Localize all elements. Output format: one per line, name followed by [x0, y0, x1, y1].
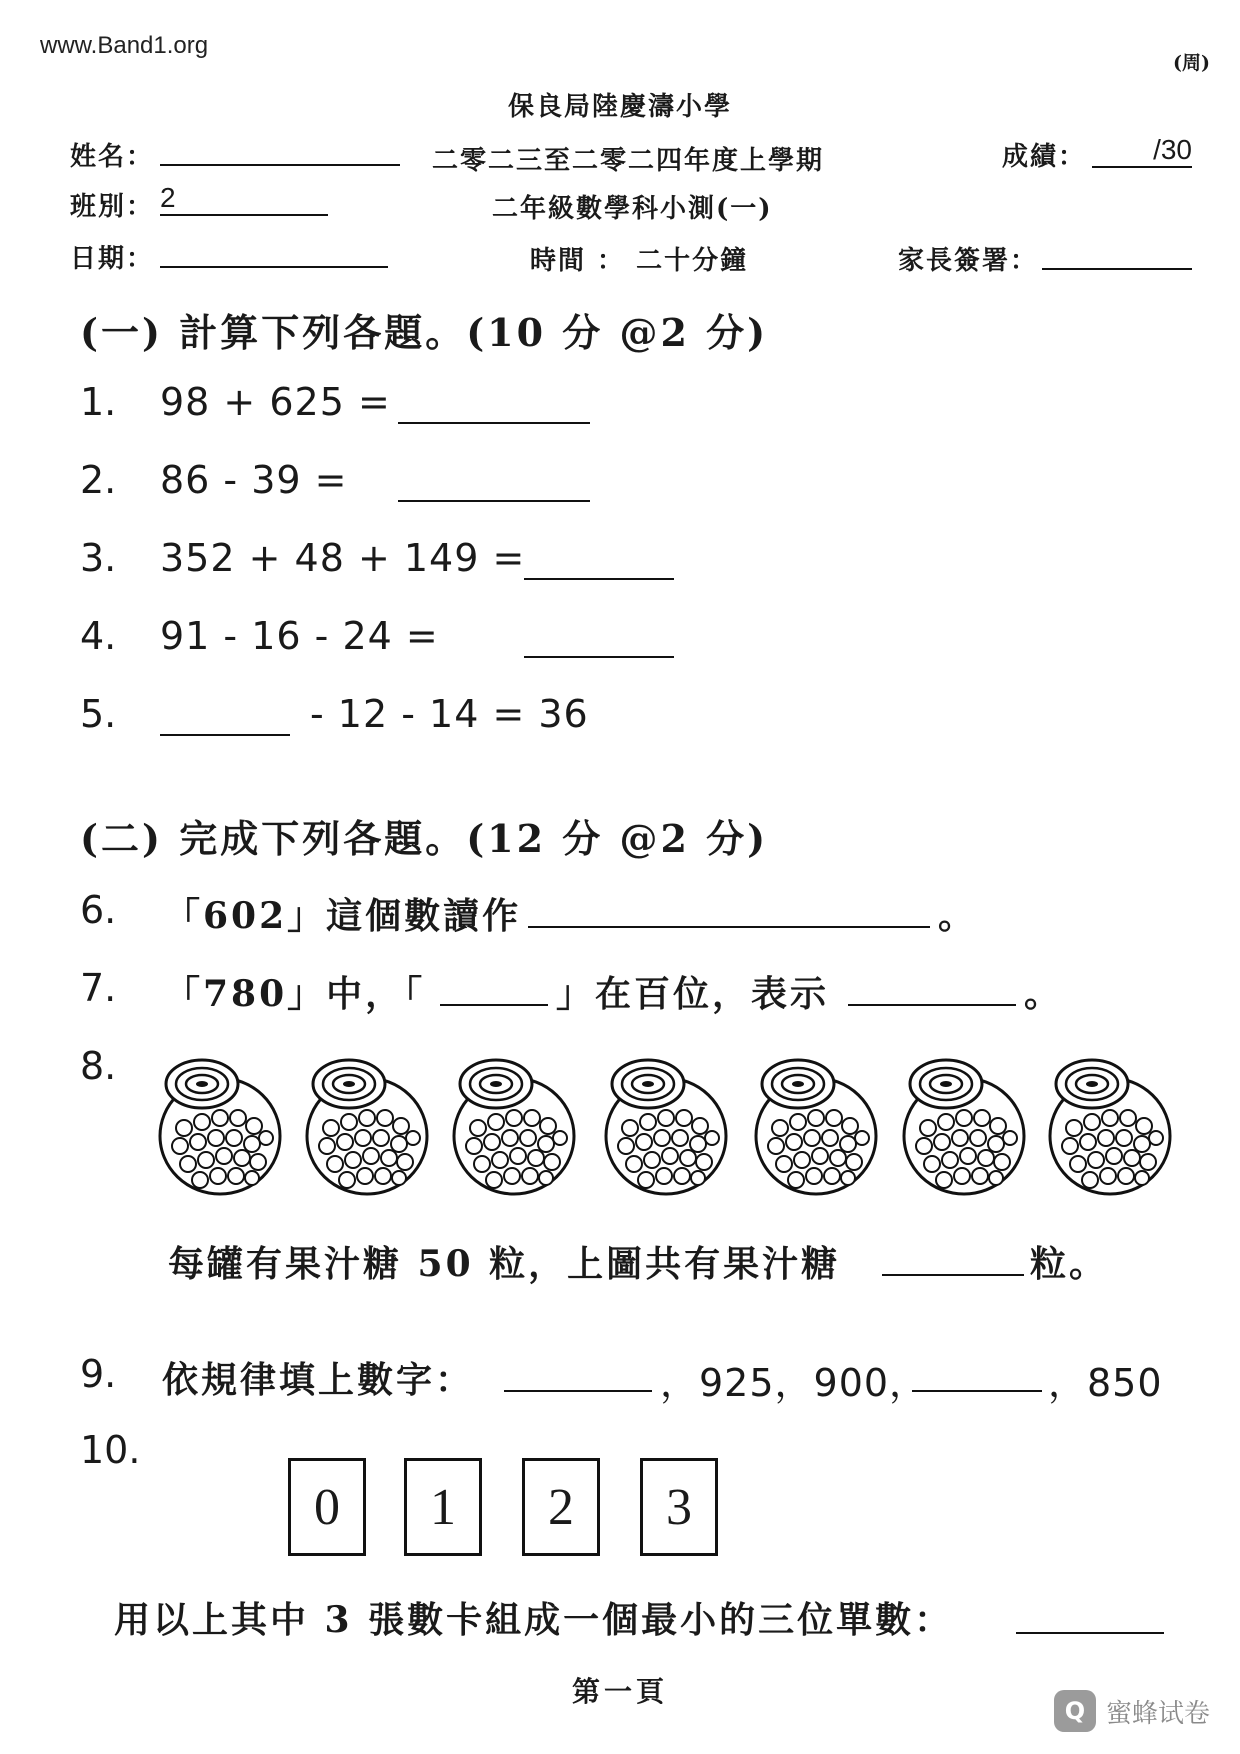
q6-answer-blank[interactable] — [528, 898, 930, 932]
number-card-0: 0 — [288, 1458, 366, 1556]
q9-sequence-end: ，850 — [1048, 1361, 1163, 1405]
candy-jar-icon — [894, 1052, 1030, 1200]
q2-answer-blank[interactable] — [398, 472, 590, 506]
app-logo — [1054, 1690, 1210, 1732]
q10-number: 10. — [80, 1428, 141, 1472]
q4-expression: 91 - 16 - 24 = — [160, 614, 439, 658]
candy-jar-icon — [150, 1052, 286, 1200]
q5-number: 5. — [80, 692, 117, 736]
q3-answer-blank[interactable] — [524, 550, 674, 584]
q7-value-blank[interactable] — [848, 976, 1016, 1010]
q6-number: 6. — [80, 888, 117, 932]
class-label: 班別： — [70, 192, 155, 222]
q7-text-a: 「780」中，「 — [164, 973, 426, 1015]
signature-field[interactable] — [1042, 240, 1192, 274]
q9-first-blank[interactable] — [504, 1362, 652, 1396]
number-card-1: 1 — [404, 1458, 482, 1556]
candy-jar-icon — [596, 1052, 732, 1200]
score-label: 成績： — [1002, 142, 1087, 172]
q4-number: 4. — [80, 614, 117, 658]
class-value: 2 — [160, 182, 176, 213]
q4-answer-blank[interactable] — [524, 628, 674, 662]
test-title: 二年級數學科小測(一) — [492, 194, 773, 224]
term-title: 二零二三至二零二四年度上學期 — [432, 146, 825, 176]
q5-answer-blank[interactable] — [160, 706, 290, 740]
section2-title: (二) 完成下列各題。(12 分 @2 分) — [80, 816, 769, 861]
number-card-2: 2 — [522, 1458, 600, 1556]
page-number: 第一頁 — [571, 1675, 668, 1708]
logo-text: 蜜蜂试卷 — [1105, 1698, 1210, 1729]
q2-number: 2. — [80, 458, 117, 502]
q6-text: 「602」這個數讀作 — [164, 895, 522, 937]
school-name: 保良局陸慶濤小學 — [507, 92, 732, 122]
q7-period: 。 — [1024, 973, 1064, 1015]
name-label: 姓名： — [70, 142, 155, 172]
q8-number: 8. — [80, 1044, 117, 1088]
q3-number: 3. — [80, 536, 117, 580]
q10-answer-blank[interactable] — [1016, 1604, 1164, 1638]
q9-text: 依規律填上數字： — [162, 1359, 475, 1401]
q3-expression: 352 + 48 + 149 = — [160, 536, 526, 580]
q2-expression: 86 - 39 = — [160, 458, 348, 502]
q8-unit: 粒。 — [1030, 1243, 1109, 1285]
date-field[interactable] — [160, 238, 388, 272]
q5-expression: - 12 - 14 = 36 — [310, 692, 589, 736]
score-total: /30 — [1153, 134, 1192, 165]
name-field[interactable] — [160, 136, 400, 170]
section1-title: (一) 計算下列各題。(10 分 @2 分) — [80, 310, 769, 355]
q1-expression: 98 + 625 = — [160, 380, 391, 424]
candy-jar-icon — [1040, 1052, 1176, 1200]
candy-jar-icon — [297, 1052, 433, 1200]
candy-jar-icon — [746, 1052, 882, 1200]
candy-jar-icon — [444, 1052, 580, 1200]
time-label: 時間 ： 二十分鐘 — [530, 246, 749, 276]
q10-text: 用以上其中 3 張數卡組成一個最小的三位單數： — [114, 1599, 954, 1641]
date-label: 日期： — [70, 244, 155, 274]
q7-number: 7. — [80, 966, 117, 1010]
q6-period: 。 — [938, 895, 978, 937]
score-field[interactable] — [1092, 134, 1192, 168]
class-field[interactable] — [160, 182, 328, 216]
q9-second-blank[interactable] — [912, 1362, 1042, 1396]
q7-digit-blank[interactable] — [440, 976, 548, 1010]
q8-answer-blank[interactable] — [882, 1246, 1024, 1280]
q9-sequence-middle: ，925，900， — [660, 1361, 929, 1405]
site-watermark: www.Band1.org — [40, 32, 209, 59]
q7-text-b: 」在百位，表示 — [556, 973, 830, 1015]
q8-text: 每罐有果汁糖 50 粒，上圖共有果汁糖 — [168, 1243, 841, 1285]
logo-mark-icon: Q — [1054, 1690, 1096, 1732]
q1-number: 1. — [80, 380, 117, 424]
corner-mark: (周) — [1173, 52, 1210, 74]
q9-number: 9. — [80, 1352, 117, 1396]
signature-label: 家長簽署： — [898, 246, 1039, 276]
q1-answer-blank[interactable] — [398, 394, 590, 428]
number-card-3: 3 — [640, 1458, 718, 1556]
